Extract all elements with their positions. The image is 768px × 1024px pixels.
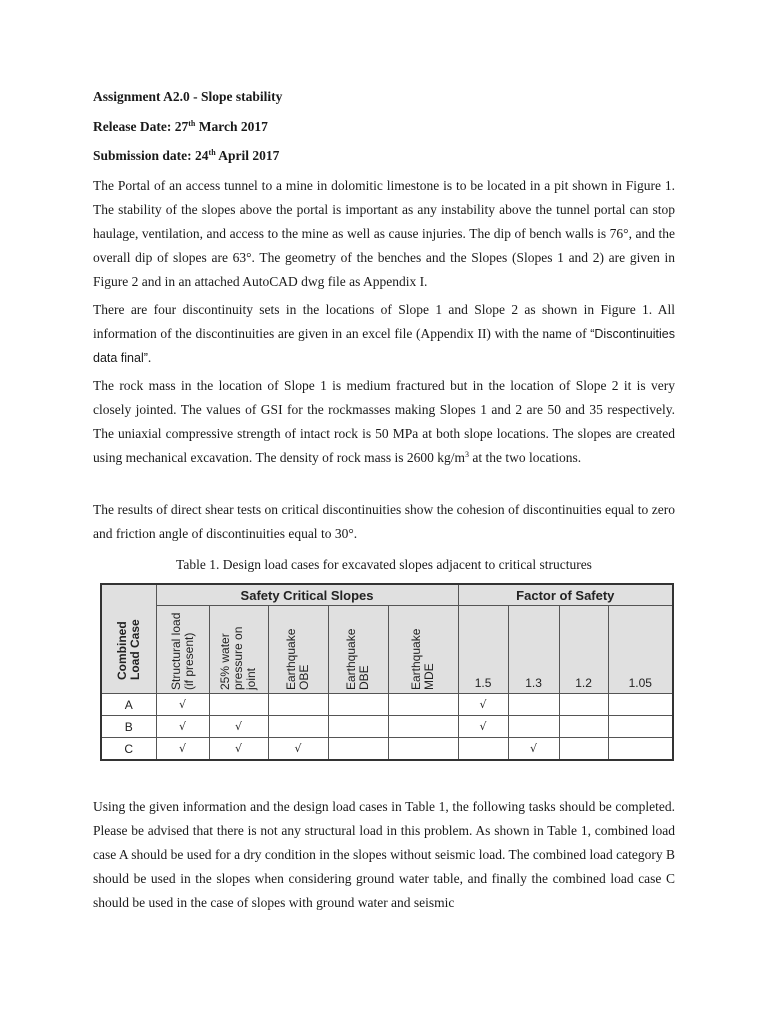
paragraph-rock-mass: The rock mass in the location of Slope 1 is medium fractured but in the location of Slope 2 it is very closely jointed. The values of GSI for the rockmasses making Slopes 1 and 2 are 50 and 35 respectively. The uniaxial compressive strength of intact rock is 50 MPa at both slope locations. The slopes are created using mechanical excavation. The density of rock mass is 2600 $kg/m^3$ at the two locations. <box>93 378 675 465</box>
col-earthquake-dbe: Earthquake DBE <box>328 606 388 694</box>
table-cell <box>608 694 673 716</box>
table-cell <box>458 738 508 761</box>
col-structural-load: Structural load (if present) <box>156 606 209 694</box>
table-cell <box>508 716 559 738</box>
table-cell <box>508 694 559 716</box>
table-cell: √ <box>156 694 209 716</box>
paragraph-discontinuities: There are four discontinuity sets in the locations of Slope 1 and Slope 2 as shown in Figure 1. All information of the discontinuities are given in an excel file (Appendix II) with the name of “Discontinuities data final”. <box>93 302 675 365</box>
group-factor-of-safety: Factor of Safety <box>458 584 673 606</box>
table-cell: √ <box>156 738 209 761</box>
table-cell <box>268 694 328 716</box>
table-row <box>101 738 673 761</box>
table-cell <box>388 694 458 716</box>
table-cell <box>328 694 388 716</box>
table-cell: √ <box>508 738 559 761</box>
table-cell: √ <box>458 716 508 738</box>
col-fos-1-2: 1.2 <box>559 606 608 694</box>
release-date: Release Date: 27th March 2017 <box>93 119 268 134</box>
case-label: C <box>101 738 156 761</box>
table-cell: √ <box>209 738 268 761</box>
paragraph-shear-tests: The results of direct shear tests on critical discontinuities show the cohesion of discontinuities equal to zero and friction angle of discontinuities equal to 30°. <box>93 502 675 541</box>
table-cell <box>559 716 608 738</box>
col-earthquake-obe: Earthquake OBE <box>268 606 328 694</box>
table-cell <box>209 694 268 716</box>
submission-date: Submission date: 24th April 2017 <box>93 148 280 163</box>
table-cell <box>328 716 388 738</box>
load-cases-table <box>100 583 674 761</box>
case-label: A <box>101 694 156 716</box>
table-cell: √ <box>209 716 268 738</box>
load-cases-table-wrap <box>100 583 672 761</box>
table-cell: √ <box>268 738 328 761</box>
table-cell <box>608 716 673 738</box>
paragraph-portal: The Portal of an access tunnel to a mine in dolomitic limestone is to be located in a pit shown in Figure 1. The stability of the slopes above the portal is important as any instability above the tunnel portal can stop haulage, ventilation, and access to the mine as well as cause injuries. The dip of bench walls is 76°, and the overall dip of slopes are 63°. The geometry of the benches and the Slopes (Slopes 1 and 2) are given in Figure 2 and in an attached AutoCAD dwg file as Appendix I. <box>93 178 675 289</box>
col-water-pressure: 25% water pressure on joint <box>209 606 268 694</box>
table-cell: √ <box>156 716 209 738</box>
col-fos-1-3: 1.3 <box>508 606 559 694</box>
table-cell <box>388 716 458 738</box>
assignment-title: Assignment A2.0 - Slope stability <box>93 89 283 104</box>
table-row <box>101 694 673 716</box>
table-caption: Table 1. Design load cases for excavated slopes adjacent to critical structures <box>176 557 592 572</box>
table-cell <box>559 694 608 716</box>
group-safety-critical-slopes: Safety Critical Slopes <box>156 584 458 606</box>
col-combined-load-case: Combined Load Case <box>101 584 156 694</box>
col-fos-1-5: 1.5 <box>458 606 508 694</box>
col-fos-1-05: 1.05 <box>608 606 673 694</box>
case-label: B <box>101 716 156 738</box>
table-cell <box>559 738 608 761</box>
table-cell <box>268 716 328 738</box>
paragraph-tasks: Using the given information and the design load cases in Table 1, the following tasks should be completed. Please be advised that there is not any structural load in this problem. As shown in Table 1, combined load case A should be used for a dry condition in the slopes without seismic load. The combined load category B should be used in the slopes when considering ground water table, and finally the combined load case C should be used in the case of slopes with ground water and seismic <box>93 799 675 910</box>
table-cell <box>608 738 673 761</box>
table-cell: √ <box>458 694 508 716</box>
col-earthquake-mde: Earthquake MDE <box>388 606 458 694</box>
table-row <box>101 716 673 738</box>
table-cell <box>328 738 388 761</box>
table-cell <box>388 738 458 761</box>
